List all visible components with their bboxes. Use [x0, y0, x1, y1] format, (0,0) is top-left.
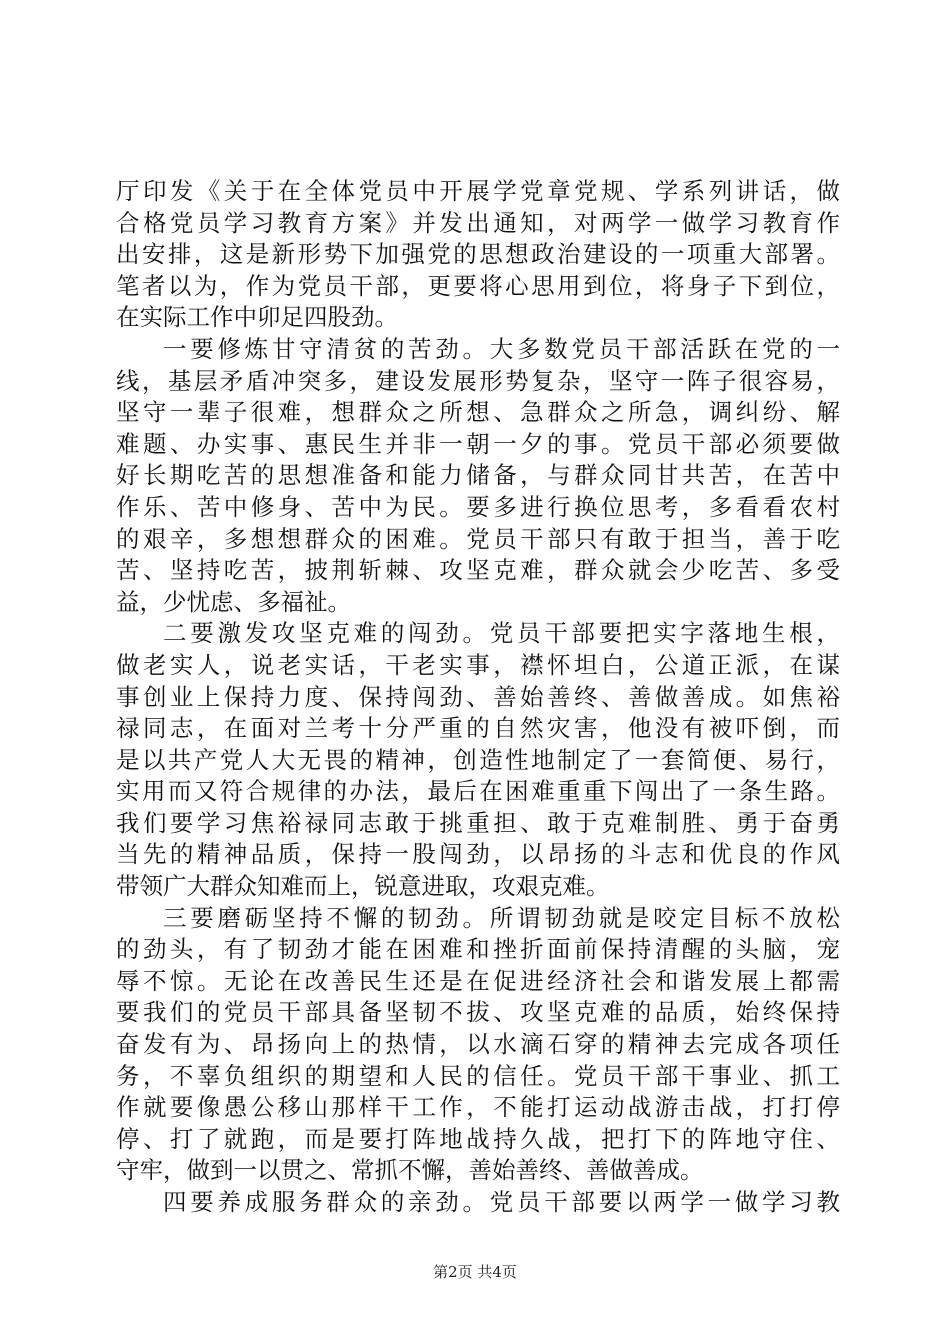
text-line: 厅印发《关于在全体党员中开展学党章党规、学系列讲话，做 — [116, 177, 840, 205]
text-line: 苦、坚持吃苦，披荆斩棘、攻坚克难，群众就会少吃苦、多受 — [116, 556, 840, 585]
text-line: 奋发有为、昂扬向上的热情，以水滴石穿的精神去完成各项任 — [116, 1030, 840, 1059]
text-line: 辱不惊。无论在改善民生还是在促进经济社会和谐发展上都需 — [116, 966, 840, 995]
paragraph-first-line: 四要养成服务群众的亲劲。党员干部要以两学一做学习教 — [163, 1188, 840, 1216]
text-line: 好长期吃苦的思想准备和能力储备，与群众同甘共苦，在苦中 — [116, 461, 840, 490]
text-line: 难题、办实事、惠民生并非一朝一夕的事。党员干部必须要做 — [116, 429, 840, 458]
text-line: 带领广大群众知难而上，锐意进取，攻艰克难。 — [116, 872, 610, 901]
text-line: 的劲头，有了韧劲才能在困难和挫折面前保持清醒的头脑，宠 — [116, 935, 840, 964]
paragraph-first-line: 二要激发攻坚克难的闯劲。党员干部要把实字落地生根， — [163, 619, 840, 648]
text-line: 出安排，这是新形势下加强党的思想政治建设的一项重大部署。 — [116, 240, 840, 269]
text-line: 坚守一辈子很难，想群众之所想、急群众之所急，调纠纷、解 — [116, 398, 840, 427]
text-line: 在实际工作中卯足四股劲。 — [116, 303, 398, 332]
paragraph-first-line: 一要修炼甘守清贫的苦劲。大多数党员干部活跃在党的一 — [163, 334, 840, 363]
text-line: 笔者以为，作为党员干部，更要将心思用到位，将身子下到位， — [116, 271, 840, 300]
text-line: 禄同志，在面对兰考十分严重的自然灾害，他没有被吓倒，而 — [116, 714, 840, 743]
page-footer: 第2页 共4页 — [433, 1263, 517, 1281]
text-line: 要我们的党员干部具备坚韧不拔、攻坚克难的品质，始终保持 — [116, 998, 840, 1027]
text-line: 合格党员学习教育方案》并发出通知，对两学一做学习教育作 — [116, 208, 840, 237]
text-line: 当先的精神品质，保持一股闯劲，以昂扬的斗志和优良的作风 — [116, 840, 840, 869]
text-line: 作乐、苦中修身、苦中为民。要多进行换位思考，多看看农村 — [116, 492, 840, 521]
text-line: 守牢，做到一以贯之、常抓不懈，善始善终、善做善成。 — [116, 1156, 704, 1185]
text-line: 线，基层矛盾冲突多，建设发展形势复杂，坚守一阵子很容易， — [116, 366, 840, 395]
body-text — [116, 176, 840, 1219]
text-line: 务，不辜负组织的期望和人民的信任。党员干部干事业、抓工 — [116, 1061, 840, 1090]
text-line: 益，少忧虑、多福祉。 — [116, 587, 351, 616]
text-line: 事创业上保持力度、保持闯劲、善始善终、善做善成。如焦裕 — [116, 682, 840, 711]
text-line: 实用而又符合规律的办法，最后在困难重重下闯出了一条生路。 — [116, 777, 840, 806]
text-line: 我们要学习焦裕禄同志敢于挑重担、敢于克难制胜、勇于奋勇 — [116, 808, 840, 837]
text-line: 停、打了就跑，而是要打阵地战持久战，把打下的阵地守住、 — [116, 1124, 840, 1153]
paragraph-first-line: 三要磨砺坚持不懈的韧劲。所谓韧劲就是咬定目标不放松 — [163, 903, 840, 932]
text-line: 做老实人，说老实话，干老实事，襟怀坦白，公道正派，在谋 — [116, 650, 840, 679]
text-line: 作就要像愚公移山那样干工作，不能打运动战游击战，打打停 — [116, 1093, 840, 1122]
text-line: 是以共产党人大无畏的精神，创造性地制定了一套简便、易行， — [116, 745, 840, 774]
text-line: 的艰辛，多想想群众的困难。党员干部只有敢于担当，善于吃 — [116, 524, 840, 553]
